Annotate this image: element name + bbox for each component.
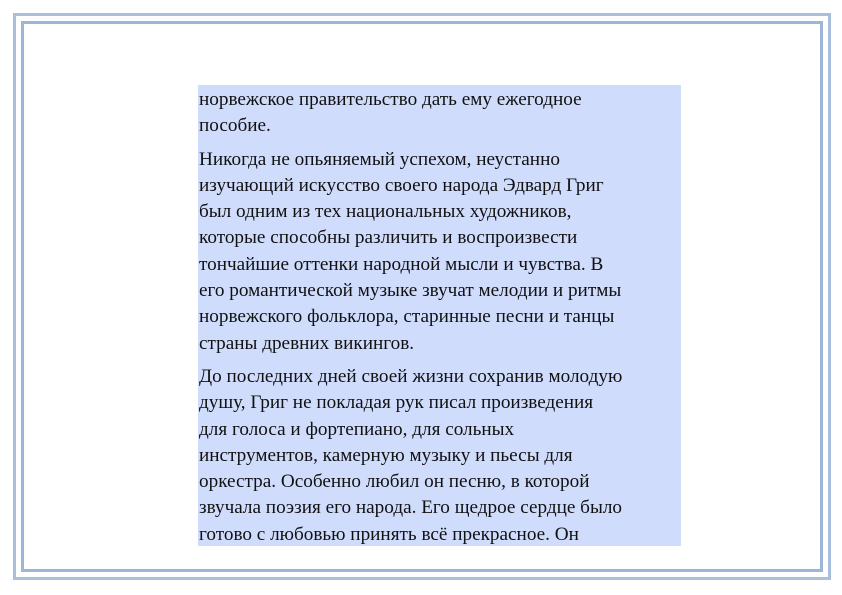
text-line: был одним из тех национальных художников,	[199, 201, 572, 223]
text-line: Никогда не опьяняемый успехом, неустанно	[199, 148, 560, 170]
text-line: инструментов, камерную музыку и пьесы для	[199, 444, 573, 466]
text-line: звучала поэзия его народа. Его щедрое сердце было	[199, 497, 623, 519]
text-line: которые способны различить и воспроизвести	[199, 227, 578, 249]
text-line: тончайшие оттенки народной мысли и чувства. В	[199, 253, 604, 275]
text-box	[198, 85, 681, 546]
text-line: изучающий искусство своего народа Эдвард Григ	[199, 174, 604, 196]
paragraph-3	[199, 364, 681, 546]
paragraph-2	[199, 147, 681, 357]
paragraph-1	[199, 87, 681, 140]
text-line: готово с любовью принять всё прекрасное. Он	[199, 523, 579, 545]
text-line: душу, Григ не покладая рук писал произведения	[199, 392, 594, 414]
text-line: его романтической музыке звучат мелодии и ритмы	[199, 280, 622, 302]
text-line: оркестра. Особенно любил он песню, в которой	[199, 471, 590, 493]
text-line: страны древних викингов.	[199, 332, 415, 354]
text-line: До последних дней своей жизни сохранив молодую	[199, 365, 623, 387]
text-line: норвежское правительство дать ему ежегодное	[199, 89, 582, 110]
text-line: норвежского фольклора, старинные песни и танцы	[199, 306, 615, 328]
text-line: для голоса и фортепиано, для сольных	[199, 418, 515, 440]
text-line: пособие.	[199, 115, 271, 137]
